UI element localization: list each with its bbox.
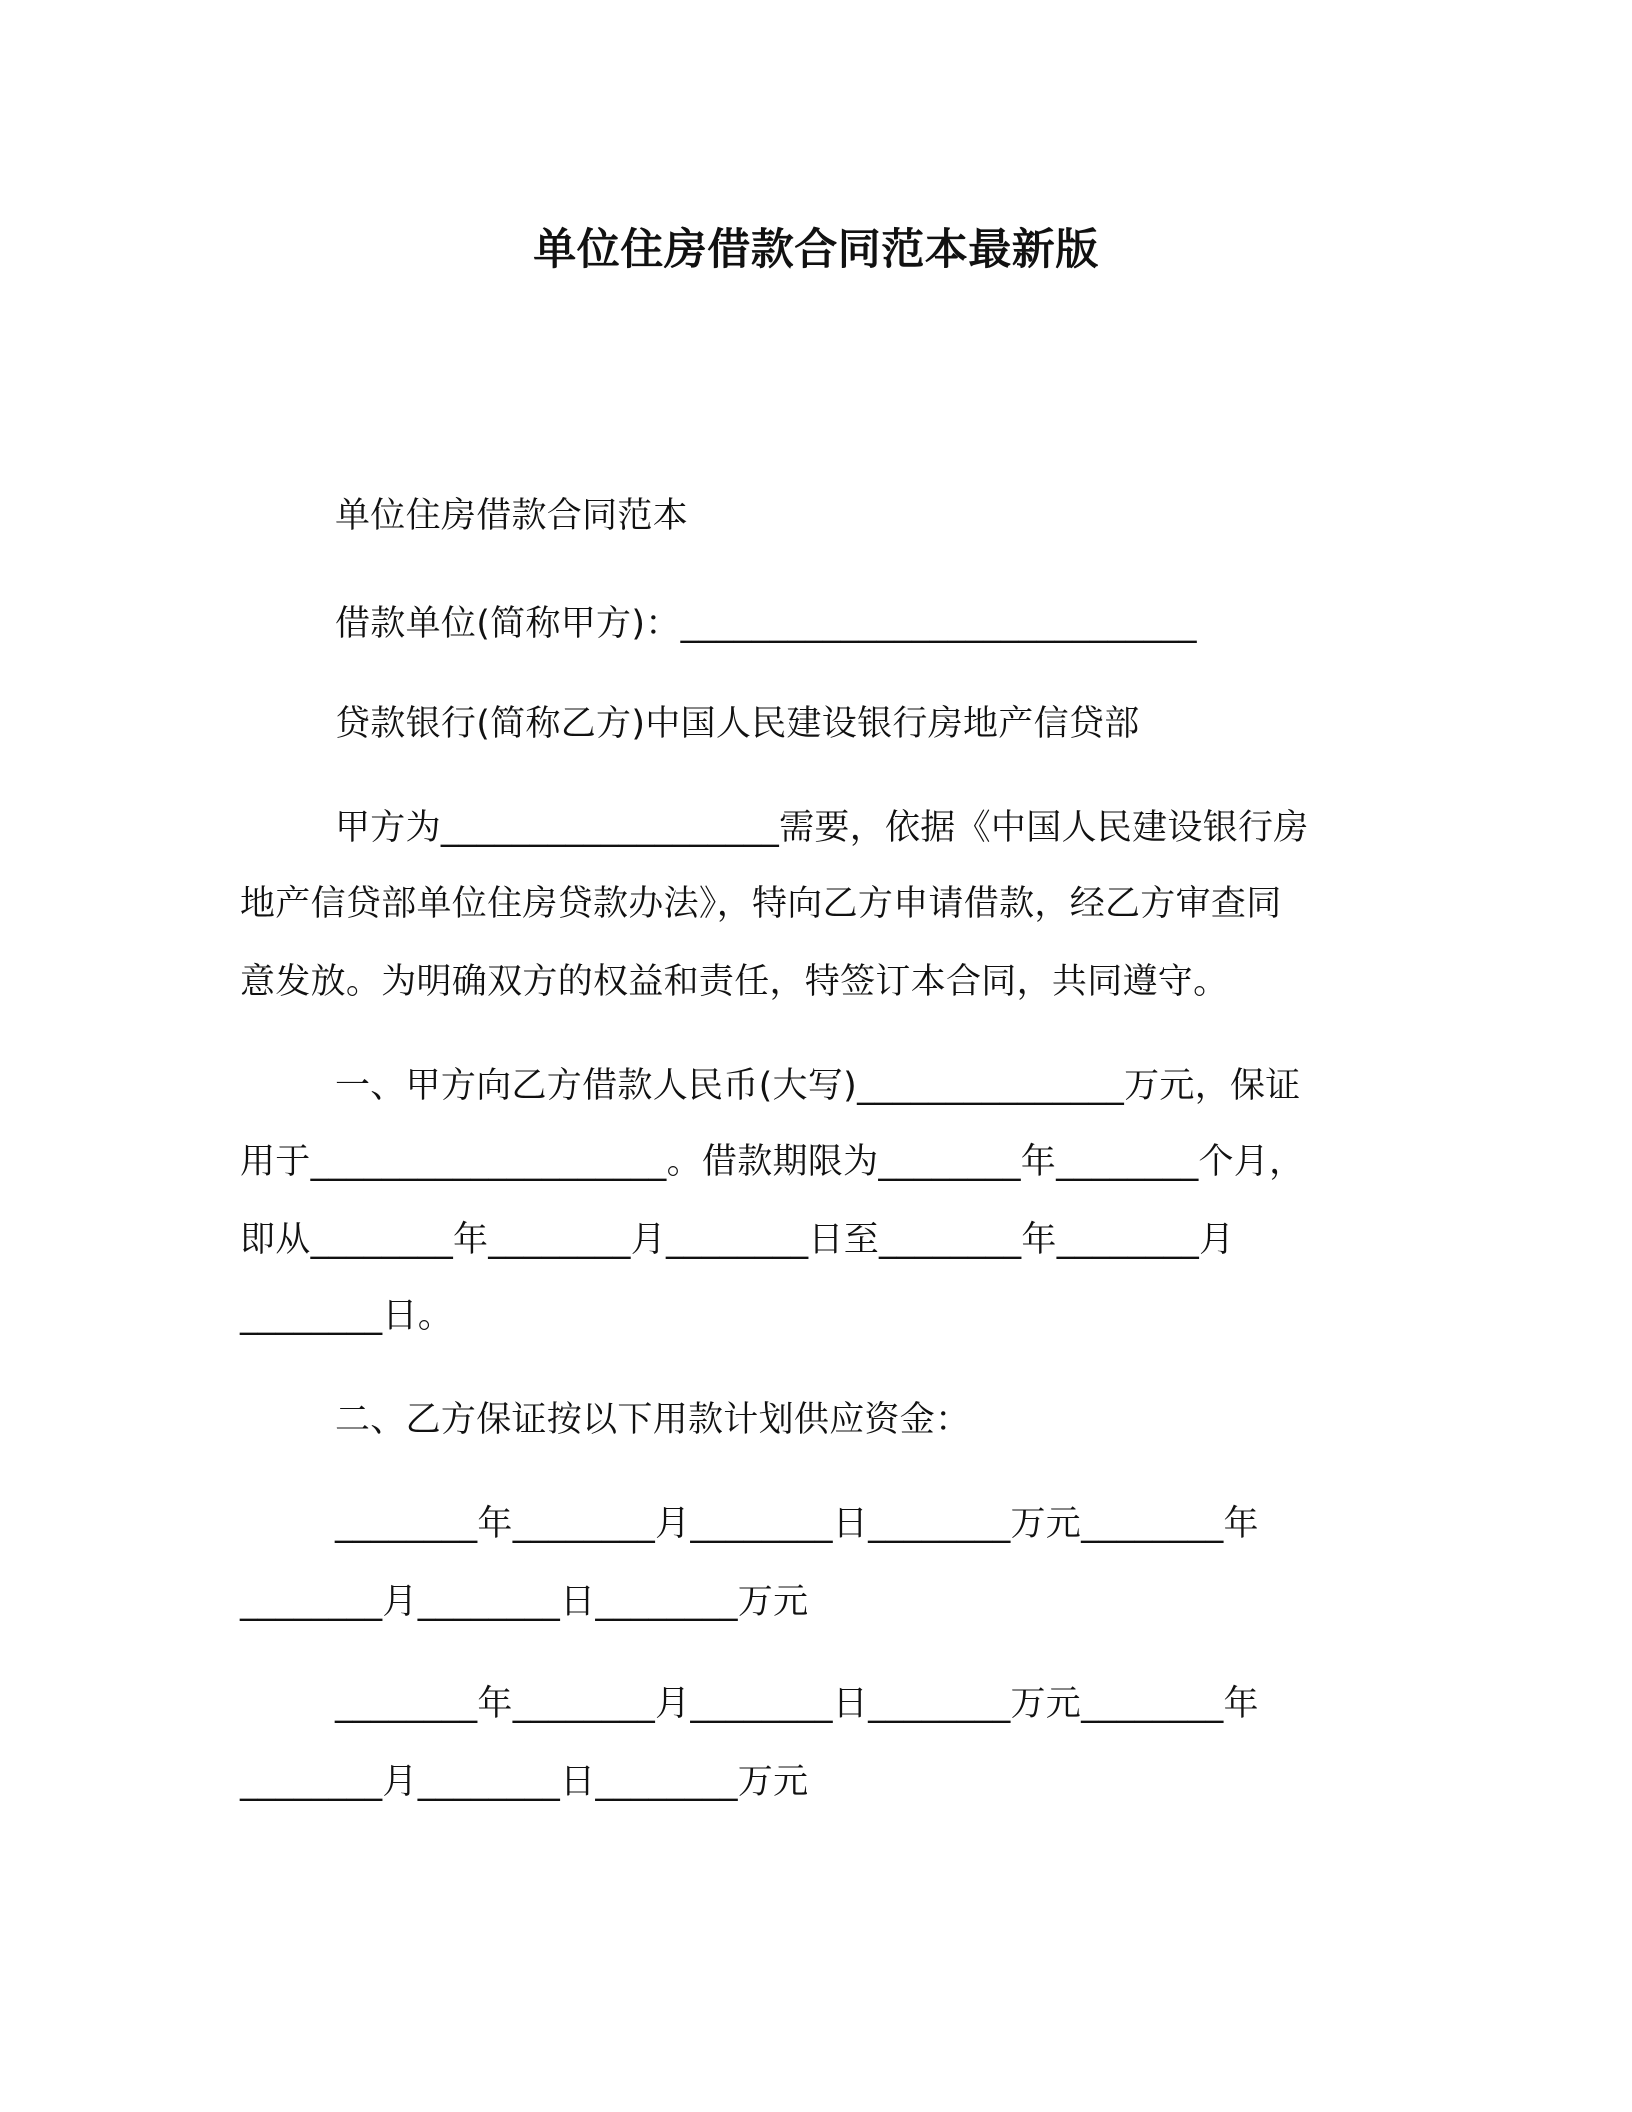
lender-line: 贷款银行(简称乙方)中国人民建设银行房地产信贷部: [335, 704, 1140, 744]
preamble-line-1: 甲方为___________________需要，依据《中国人民建设银行房: [335, 808, 1309, 848]
document-title: 单位住房借款合同范本最新版: [533, 225, 1099, 275]
preamble-line-2: 地产信贷部单位住房贷款办法》，特向乙方申请借款，经乙方审查同: [240, 884, 1282, 924]
clause-2-heading: 二、乙方保证按以下用款计划供应资金：: [335, 1400, 971, 1440]
clause-1-line-3: 即从________年________月________日至________年________月: [240, 1220, 1235, 1260]
clause-1-line-4: ________日。: [240, 1296, 454, 1336]
schedule-2-line-1: ________年________月________日________万元________年: [335, 1684, 1259, 1724]
preamble-line-3: 意发放。为明确双方的权益和责任，特签订本合同，共同遵守。: [240, 962, 1229, 1002]
borrower-line: 借款单位(简称甲方)：_____________________________: [335, 604, 1197, 644]
subtitle-line: 单位住房借款合同范本: [335, 496, 689, 536]
schedule-1-line-1: ________年________月________日________万元________年: [335, 1504, 1259, 1544]
clause-1-line-1: 一、甲方向乙方借款人民币(大写)_______________万元，保证: [335, 1066, 1301, 1106]
schedule-2-line-2: ________月________日________万元: [240, 1762, 809, 1802]
schedule-1-line-2: ________月________日________万元: [240, 1582, 809, 1622]
clause-1-line-2: 用于____________________。借款期限为________年________个月，: [240, 1142, 1305, 1182]
